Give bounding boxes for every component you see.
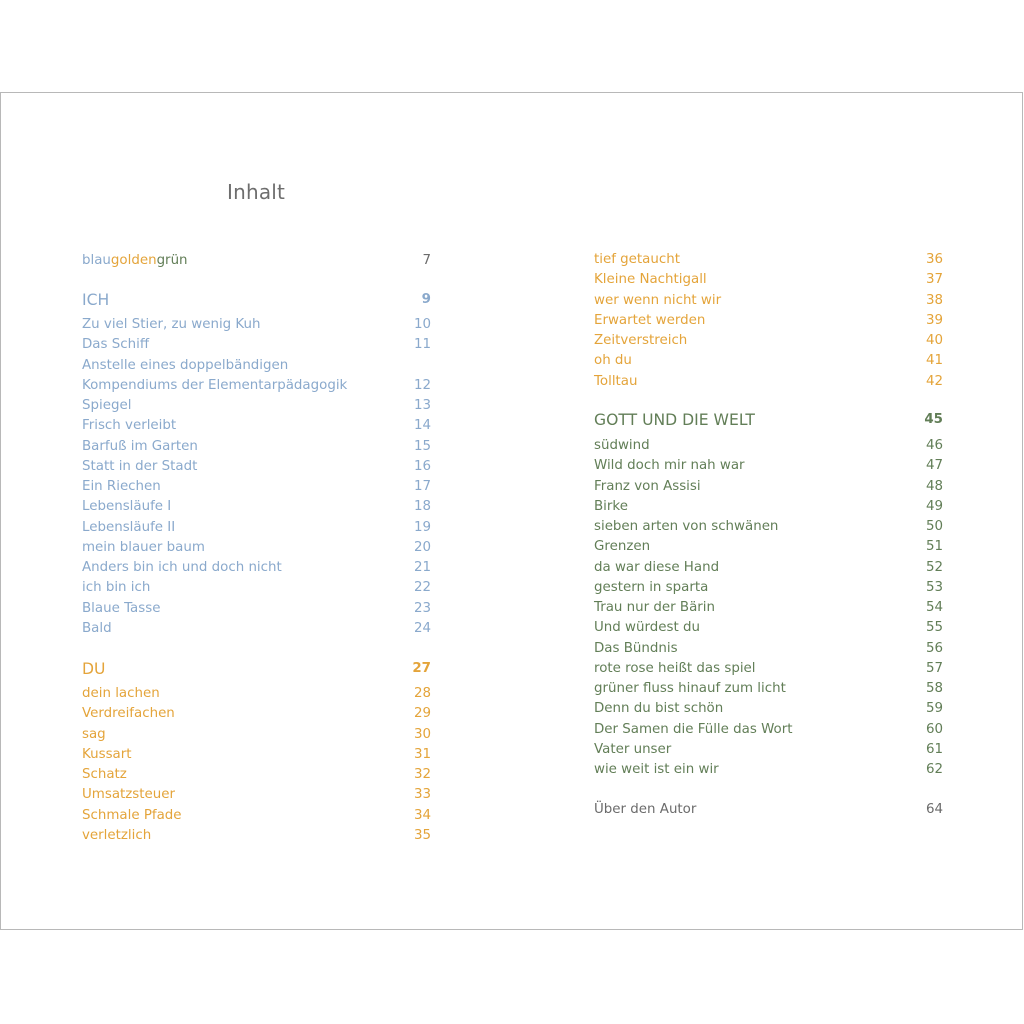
entry-page-number: 24: [413, 620, 431, 636]
entry-page-number: 42: [925, 373, 943, 389]
intro-page-number: 7: [422, 253, 431, 268]
entry-page-number: 41: [925, 353, 943, 369]
toc-entry: [594, 331, 943, 351]
toc-entry: [594, 659, 943, 679]
entry-page-number: 64: [925, 802, 943, 817]
entry-page-number: 10: [413, 317, 431, 332]
entry-title: sag: [82, 726, 106, 742]
entry-title: mein blauer baum: [82, 539, 205, 555]
toc-entry: [82, 745, 431, 765]
intro-word-blau: blau: [82, 253, 111, 268]
toc-entry: [594, 351, 943, 371]
toc-entry: [82, 599, 431, 619]
section-heading-du: [82, 659, 431, 679]
entry-page-number: 17: [413, 479, 431, 494]
entry-title: oh du: [594, 353, 632, 369]
toc-entry: [594, 291, 943, 311]
toc-entry: [594, 517, 943, 537]
toc-entry: [82, 538, 431, 558]
entry-page-number: 32: [413, 767, 431, 782]
entry-page-number: 35: [413, 827, 431, 843]
entry-title: Tolltau: [594, 373, 638, 389]
toc-entry: [594, 436, 943, 456]
entry-title: Lebensläufe II: [82, 519, 176, 535]
toc-entry: [594, 679, 943, 699]
entry-title: Über den Autor: [594, 802, 697, 817]
toc-entry: [82, 477, 431, 497]
entry-page-number: 12: [413, 377, 431, 393]
toc-entry: [82, 765, 431, 785]
toc-entry: [82, 315, 431, 335]
entry-page-number: 55: [925, 620, 943, 636]
entry-title: Barfuß im Garten: [82, 438, 198, 454]
toc-entry: [594, 311, 943, 331]
toc-entry: [82, 457, 431, 477]
entry-title: Spiegel: [82, 398, 132, 413]
toc-entry: [594, 372, 943, 392]
toc-entry: [82, 826, 431, 846]
entry-title: dein lachen: [82, 686, 160, 701]
toc-entry: [82, 396, 431, 416]
entry-title: Bald: [82, 620, 112, 636]
toc-entry: [82, 619, 431, 639]
entry-page-number: 34: [413, 807, 431, 823]
entry-title: Trau nur der Bärin: [594, 600, 716, 615]
entry-title: sieben arten von schwänen: [594, 519, 779, 534]
entry-title: Der Samen die Fülle das Wort: [594, 721, 793, 737]
entry-page-number: 15: [413, 438, 431, 454]
entry-title: Wild doch mir nah war: [594, 458, 745, 474]
toc-entry: [594, 740, 943, 760]
entry-title: da war diese Hand: [594, 559, 720, 575]
entry-title: Das Schiff: [82, 337, 150, 353]
entry-page-number: 62: [925, 762, 943, 777]
toc-entry: [594, 578, 943, 598]
entry-page-number: 56: [925, 640, 943, 656]
entry-page-number: 19: [413, 519, 431, 535]
entry-page-number: 22: [413, 580, 431, 596]
entry-title: Frisch verleibt: [82, 418, 177, 434]
entry-page-number: 31: [413, 746, 431, 762]
toc-entry: [82, 518, 431, 538]
entry-page-number: 48: [925, 478, 943, 494]
entry-page-number: 58: [925, 681, 943, 696]
entry-title: Schmale Pfade: [82, 807, 182, 823]
toc-entry: [594, 760, 943, 780]
entry-title: Kompendiums der Elementarpädagogik: [82, 377, 348, 393]
toc-entry-author: [594, 800, 943, 820]
entry-page-number: 50: [925, 519, 943, 534]
entry-page-number: 29: [413, 706, 431, 722]
section-title: DU: [82, 660, 106, 678]
page-title: Inhalt: [227, 180, 286, 204]
entry-title: ich bin ich: [82, 580, 151, 596]
entry-page-number: 30: [413, 726, 431, 742]
intro-word-gruen: grün: [156, 253, 188, 268]
entry-page-number: 53: [925, 579, 943, 595]
entry-title: Und würdest du: [594, 620, 700, 636]
entry-page-number: 28: [413, 686, 431, 701]
entry-title: südwind: [594, 438, 650, 453]
toc-entry: [82, 376, 431, 396]
entry-title: Ein Riechen: [82, 479, 161, 494]
entry-page-number: 33: [413, 787, 431, 803]
entry-title: Grenzen: [594, 539, 651, 555]
toc-entry: [594, 699, 943, 719]
entry-page-number: 49: [925, 498, 943, 514]
section-page-number: 9: [421, 292, 431, 307]
entry-page-number: 16: [413, 458, 431, 474]
entry-page-number: 52: [925, 559, 943, 575]
entry-title: Birke: [594, 498, 628, 514]
toc-entry: [82, 335, 431, 355]
entry-title: wer wenn nicht wir: [594, 292, 722, 308]
entry-page-number: 38: [925, 292, 943, 308]
entry-title: Schatz: [82, 767, 127, 782]
entry-page-number: 11: [413, 337, 431, 353]
toc-entry: [82, 785, 431, 805]
entry-title: Erwartet werden: [594, 312, 706, 328]
entry-title: Zeitverstreich: [594, 333, 688, 348]
entry-page-number: 18: [413, 499, 431, 515]
toc-entry: [594, 618, 943, 638]
toc-entry: [82, 684, 431, 704]
toc-entry: [82, 806, 431, 826]
toc-intro-entry: [82, 251, 431, 271]
toc-entry: [82, 704, 431, 724]
toc-entry: [594, 497, 943, 517]
entry-page-number: 46: [925, 438, 943, 453]
toc-entry: [594, 250, 943, 270]
toc-entry: [594, 639, 943, 659]
intro-word-golden: golden: [110, 253, 157, 268]
entry-title: Denn du bist schön: [594, 701, 724, 717]
entry-title: Blaue Tasse: [82, 600, 161, 616]
entry-page-number: 14: [413, 418, 431, 434]
entry-title: wie weit ist ein wir: [594, 762, 719, 777]
entry-title: Anders bin ich und doch nicht: [82, 560, 282, 575]
entry-title: Anstelle eines doppelbändigen: [82, 357, 289, 373]
entry-page-number: 51: [925, 539, 943, 555]
section-page-number: 27: [412, 661, 431, 676]
entry-page-number: 47: [925, 458, 943, 474]
entry-title: Lebensläufe I: [82, 499, 172, 515]
entry-title: Franz von Assisi: [594, 478, 701, 494]
entry-page-number: 39: [925, 312, 943, 328]
entry-title: rote rose heißt das spiel: [594, 660, 756, 676]
entry-page-number: 21: [413, 560, 431, 575]
entry-title: Verdreifachen: [82, 706, 175, 722]
entry-page-number: 36: [925, 252, 943, 267]
entry-title: Das Bündnis: [594, 640, 678, 656]
section-heading-gott-und-die-welt: [594, 410, 943, 430]
toc-entry: [594, 456, 943, 476]
toc-entry: [594, 558, 943, 578]
entry-page-number: 23: [413, 600, 431, 616]
section-heading-ich: [82, 290, 431, 310]
intro-title: [82, 251, 188, 271]
toc-entry: [82, 437, 431, 457]
section-page-number: 45: [924, 412, 943, 427]
entry-title: grüner fluss hinauf zum licht: [594, 681, 786, 696]
entry-page-number: 20: [413, 539, 431, 555]
entry-title: Statt in der Stadt: [82, 458, 198, 474]
toc-entry: [82, 416, 431, 436]
toc-entry: [82, 497, 431, 517]
toc-entry: [594, 598, 943, 618]
entry-page-number: 40: [925, 333, 943, 348]
entry-title: tief getaucht: [594, 252, 680, 267]
entry-title: Vater unser: [594, 741, 672, 757]
entry-page-number: 54: [925, 600, 943, 615]
entry-title: Zu viel Stier, zu wenig Kuh: [82, 317, 261, 332]
toc-entry: [82, 725, 431, 745]
entry-page-number: 59: [925, 701, 943, 717]
toc-entry: [82, 578, 431, 598]
section-title: GOTT UND DIE WELT: [594, 411, 755, 429]
entry-page-number: 61: [925, 741, 943, 757]
toc-entry: [594, 270, 943, 290]
entry-page-number: 60: [925, 721, 943, 737]
toc-entry: [594, 537, 943, 557]
entry-title: gestern in sparta: [594, 579, 709, 595]
entry-title: Umsatzsteuer: [82, 787, 176, 803]
toc-entry: [82, 558, 431, 578]
section-title: ICH: [82, 291, 110, 309]
entry-title: verletzlich: [82, 827, 152, 843]
toc-entry: [82, 356, 431, 376]
entry-page-number: 57: [925, 660, 943, 676]
entry-title: Kleine Nachtigall: [594, 272, 707, 288]
toc-entry: [594, 477, 943, 497]
entry-page-number: 13: [413, 398, 431, 413]
toc-entry: [594, 720, 943, 740]
entry-title: Kussart: [82, 746, 132, 762]
entry-page-number: 37: [925, 272, 943, 288]
